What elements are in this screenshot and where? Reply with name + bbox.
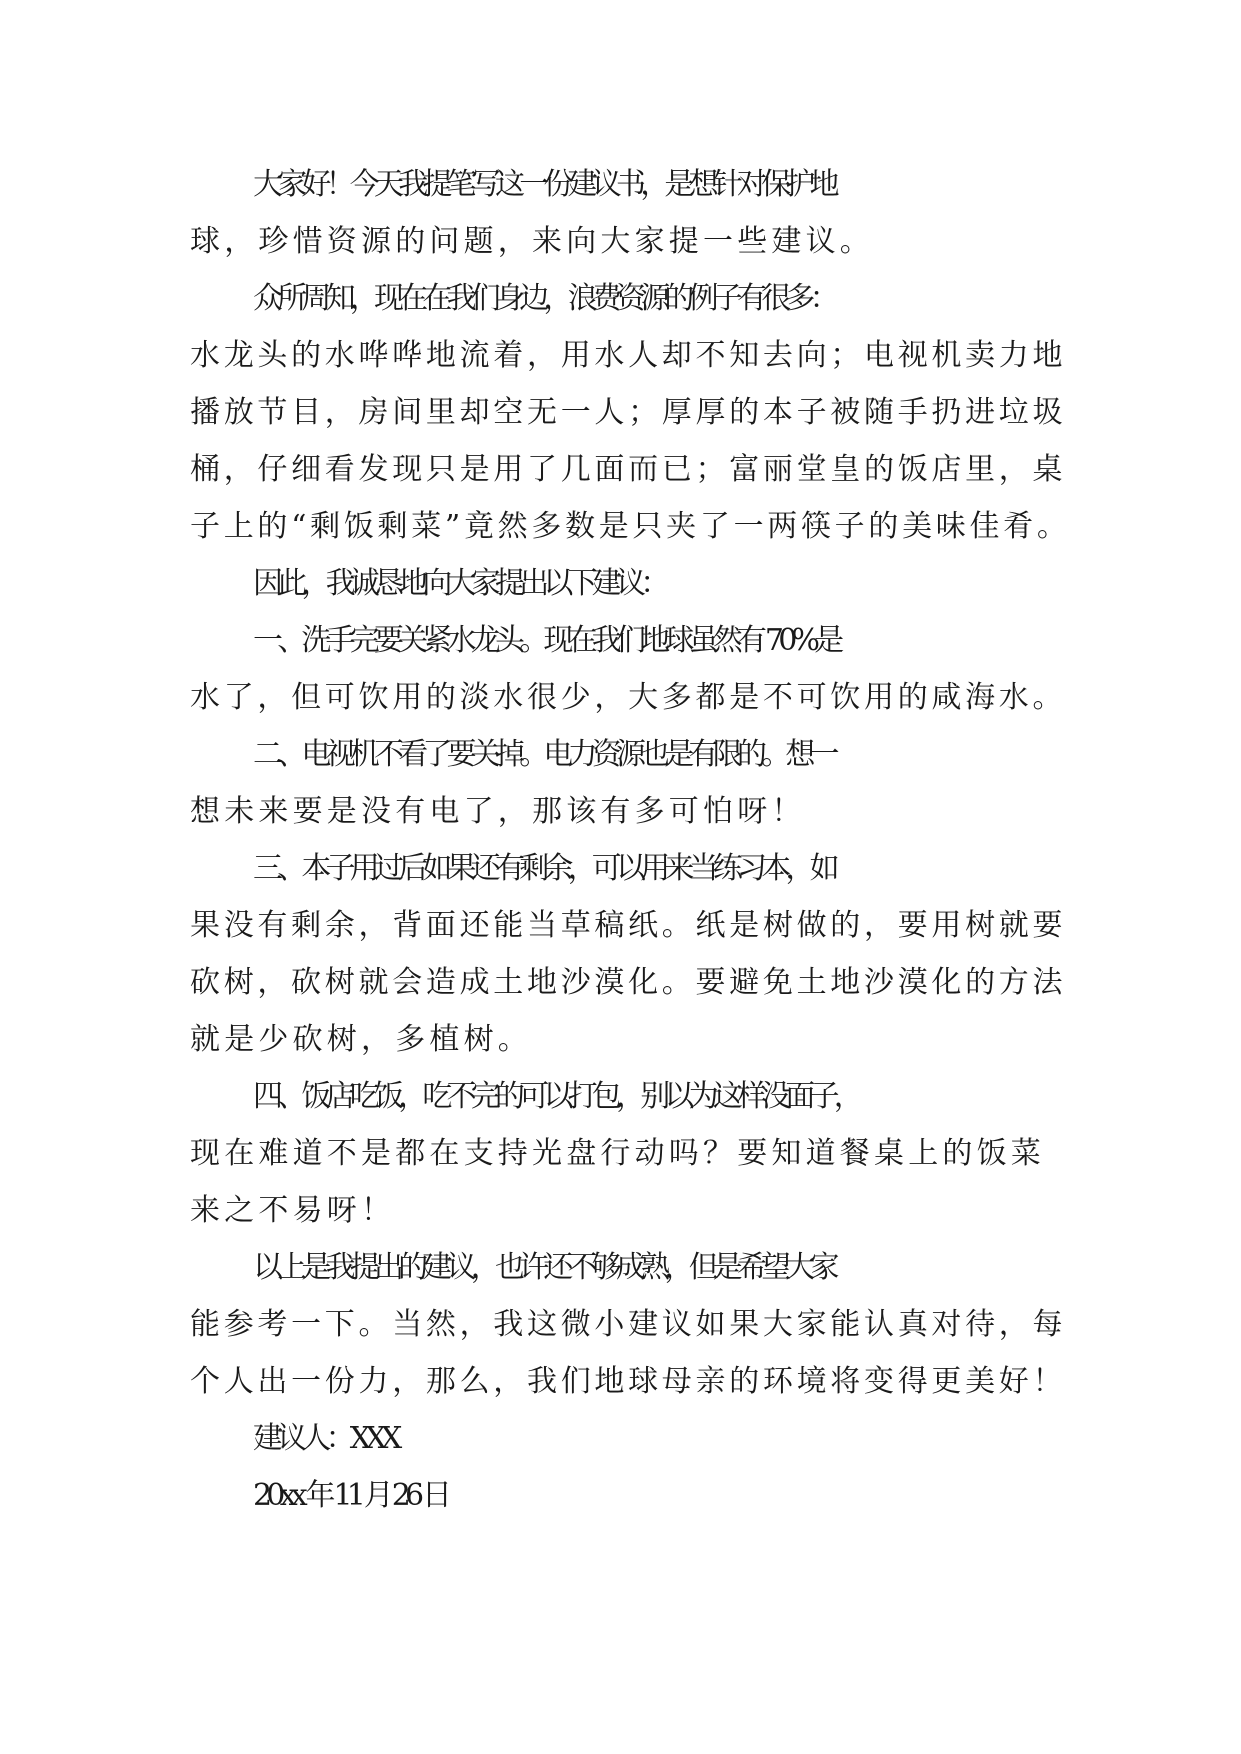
text-line: 个人出一份力，那么，我们地球母亲的环境将变得更美好！ — [190, 1364, 1067, 1399]
text-line: 来之不易呀！ — [190, 1193, 396, 1228]
text-line: 想未来要是没有电了，那该有多可怕呀！ — [190, 794, 806, 829]
text-line: 水龙头的水哗哗地流着，用水人却不知去向；电视机卖力地 — [190, 338, 1067, 373]
text-line: 众所周知，现在在我们身边，浪费资源的例子有很多： — [253, 281, 834, 316]
text-line: 四、饭店吃饭，吃不完的可以打包，别以为这样没面子， — [253, 1079, 858, 1114]
text-line: 水了，但可饮用的淡水很少，大多都是不可饮用的咸海水。 — [190, 680, 1067, 715]
text-line: 二、电视机不看了要关掉。电力资源也是有限的。想一 — [253, 737, 834, 772]
text-line: 能参考一下。当然，我这微小建议如果大家能认真对待，每 — [190, 1307, 1067, 1342]
text-line: 桶，仔细看发现只是用了几面而已；富丽堂皇的饭店里，桌 — [190, 452, 1067, 487]
text-line: 大家好！今天我提笔写这一份建议书，是想针对保护地 — [253, 167, 834, 202]
text-line: 球，珍惜资源的问题，来向大家提一些建议。 — [190, 224, 874, 259]
paragraph-conclusion — [190, 1239, 1070, 1410]
text-line: 播放节目，房间里却空无一人；厚厚的本子被随手扔进垃圾 — [190, 395, 1067, 430]
text-line: 就是少砍树，多植树。 — [190, 1022, 532, 1057]
text-line: 子上的“剩饭剩菜”竟然多数是只夹了一两筷子的美味佳肴。 — [190, 509, 1071, 544]
paragraph-examples — [190, 270, 1070, 555]
text-line: 现在难道不是都在支持光盘行动吗？要知道餐桌上的饭菜 — [190, 1136, 1045, 1171]
paragraph-intro-suggestions — [190, 555, 1070, 612]
paragraph-suggestion-3 — [190, 840, 1070, 1068]
text-line: 砍树，砍树就会造成土地沙漠化。要避免土地沙漠化的方法 — [190, 965, 1067, 1000]
text-line: 果没有剩余，背面还能当草稿纸。纸是树做的，要用树就要 — [190, 908, 1067, 943]
paragraph-suggestion-4 — [190, 1068, 1070, 1239]
proposer-signature: 建议人：XXX — [253, 1421, 397, 1456]
paragraph-suggestion-2 — [190, 726, 1070, 840]
paragraph-suggestion-1 — [190, 612, 1070, 726]
letter-date: 20xx 年 11 月 26 日 — [253, 1478, 447, 1513]
letter-body — [190, 156, 1070, 1524]
text-line: 以上是我提出的建议，也许还不够成熟，但是希望大家 — [253, 1250, 834, 1285]
text-line: 一、洗手完要关紧水龙头。现在我们地球虽然有 70%是 — [253, 623, 839, 658]
text-line: 三、本子用过后如果还有剩余，可以用来当练习本，如 — [253, 851, 834, 886]
text-line: 因此，我诚恳地向大家提出以下建议： — [253, 566, 665, 601]
paragraph-greeting — [190, 156, 1070, 270]
